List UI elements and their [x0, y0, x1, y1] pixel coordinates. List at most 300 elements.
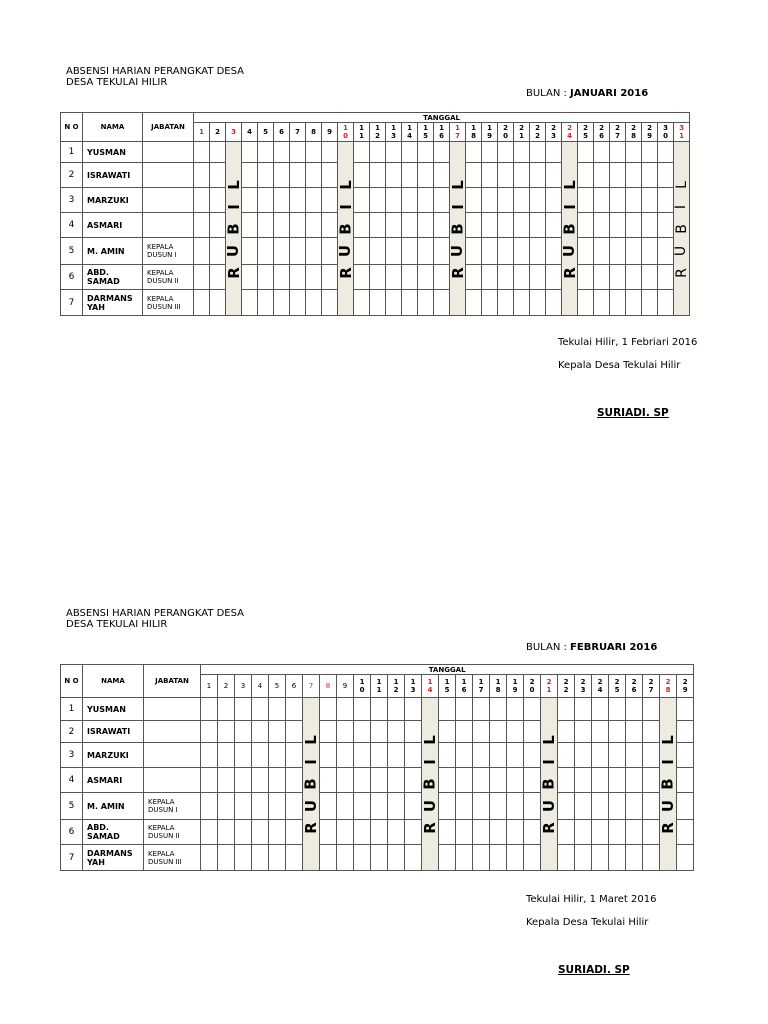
attendance-cell[interactable]	[269, 793, 286, 820]
attendance-cell[interactable]	[235, 743, 252, 768]
attendance-cell[interactable]	[218, 743, 235, 768]
attendance-cell[interactable]	[490, 721, 507, 743]
attendance-cell[interactable]	[218, 820, 235, 845]
attendance-cell[interactable]	[507, 721, 524, 743]
attendance-cell[interactable]	[610, 213, 626, 238]
attendance-cell[interactable]	[354, 793, 371, 820]
attendance-cell[interactable]	[626, 213, 642, 238]
attendance-cell[interactable]	[594, 213, 610, 238]
attendance-cell[interactable]	[530, 188, 546, 213]
attendance-cell[interactable]	[456, 793, 473, 820]
attendance-cell[interactable]	[252, 698, 269, 721]
attendance-cell[interactable]	[418, 265, 434, 290]
day-header-8: 8	[320, 675, 337, 698]
attendance-cell[interactable]	[558, 845, 575, 871]
attendance-cell[interactable]	[306, 188, 322, 213]
attendance-cell[interactable]	[626, 238, 642, 265]
attendance-cell[interactable]	[490, 793, 507, 820]
attendance-cell[interactable]	[439, 721, 456, 743]
attendance-cell[interactable]	[354, 290, 370, 316]
attendance-cell[interactable]	[610, 163, 626, 188]
attendance-cell[interactable]	[337, 820, 354, 845]
attendance-cell[interactable]	[575, 698, 592, 721]
attendance-cell[interactable]	[609, 743, 626, 768]
attendance-cell[interactable]	[354, 698, 371, 721]
attendance-cell[interactable]	[218, 768, 235, 793]
attendance-cell[interactable]	[252, 743, 269, 768]
attendance-cell[interactable]	[418, 213, 434, 238]
attendance-cell[interactable]	[558, 698, 575, 721]
attendance-cell[interactable]	[575, 793, 592, 820]
attendance-cell[interactable]	[194, 265, 210, 290]
attendance-cell[interactable]	[210, 290, 226, 316]
attendance-cell[interactable]	[594, 265, 610, 290]
attendance-cell[interactable]	[306, 213, 322, 238]
attendance-cell[interactable]	[592, 845, 609, 871]
attendance-cell[interactable]	[258, 163, 274, 188]
attendance-cell[interactable]	[626, 721, 643, 743]
attendance-cell[interactable]	[439, 743, 456, 768]
attendance-cell[interactable]	[320, 721, 337, 743]
attendance-cell[interactable]	[592, 743, 609, 768]
libur-letter: B	[224, 222, 243, 235]
attendance-cell[interactable]	[626, 163, 642, 188]
attendance-cell[interactable]	[290, 142, 306, 163]
attendance-cell[interactable]	[386, 142, 402, 163]
attendance-cell[interactable]	[490, 820, 507, 845]
attendance-cell[interactable]	[490, 698, 507, 721]
attendance-cell[interactable]	[418, 290, 434, 316]
attendance-cell[interactable]	[558, 768, 575, 793]
attendance-cell[interactable]	[514, 265, 530, 290]
attendance-cell[interactable]	[402, 265, 418, 290]
attendance-cell[interactable]	[337, 845, 354, 871]
attendance-cell[interactable]	[418, 238, 434, 265]
attendance-cell[interactable]	[456, 698, 473, 721]
attendance-cell[interactable]	[258, 213, 274, 238]
attendance-cell[interactable]	[626, 265, 642, 290]
attendance-cell[interactable]	[252, 820, 269, 845]
attendance-cell[interactable]	[235, 721, 252, 743]
attendance-cell[interactable]	[507, 820, 524, 845]
attendance-cell[interactable]	[658, 142, 674, 163]
attendance-cell[interactable]	[642, 213, 658, 238]
attendance-cell[interactable]	[286, 698, 303, 721]
attendance-cell[interactable]	[218, 698, 235, 721]
attendance-cell[interactable]	[258, 142, 274, 163]
attendance-cell[interactable]	[371, 721, 388, 743]
attendance-cell[interactable]	[320, 820, 337, 845]
attendance-cell[interactable]	[677, 698, 694, 721]
attendance-cell[interactable]	[482, 213, 498, 238]
attendance-cell[interactable]	[274, 265, 290, 290]
attendance-cell[interactable]	[370, 188, 386, 213]
day-header-11: 1 1	[371, 675, 388, 698]
attendance-cell[interactable]	[507, 793, 524, 820]
attendance-cell[interactable]	[194, 238, 210, 265]
day-header-7: 7	[290, 123, 306, 142]
attendance-cell[interactable]	[592, 793, 609, 820]
attendance-cell[interactable]	[643, 845, 660, 871]
attendance-cell[interactable]	[371, 793, 388, 820]
attendance-cell[interactable]	[252, 845, 269, 871]
attendance-cell[interactable]	[402, 188, 418, 213]
attendance-cell[interactable]	[507, 743, 524, 768]
attendance-cell[interactable]	[473, 743, 490, 768]
attendance-cell[interactable]	[388, 698, 405, 721]
attendance-cell[interactable]	[498, 238, 514, 265]
attendance-cell[interactable]	[269, 845, 286, 871]
attendance-cell[interactable]	[439, 768, 456, 793]
attendance-cell[interactable]	[575, 721, 592, 743]
row-no: 3	[61, 743, 83, 768]
attendance-cell[interactable]	[388, 845, 405, 871]
libur-letter: R	[659, 822, 677, 834]
attendance-cell[interactable]	[354, 845, 371, 871]
row-jabatan	[144, 743, 201, 768]
attendance-cell[interactable]	[498, 290, 514, 316]
attendance-cell[interactable]	[546, 290, 562, 316]
attendance-cell[interactable]	[546, 142, 562, 163]
attendance-cell[interactable]	[201, 793, 218, 820]
attendance-cell[interactable]	[530, 142, 546, 163]
attendance-cell[interactable]	[498, 213, 514, 238]
attendance-cell[interactable]	[456, 721, 473, 743]
attendance-cell[interactable]	[388, 820, 405, 845]
attendance-cell[interactable]	[626, 743, 643, 768]
attendance-cell[interactable]	[286, 845, 303, 871]
attendance-cell[interactable]	[592, 698, 609, 721]
attendance-cell[interactable]	[594, 290, 610, 316]
attendance-cell[interactable]	[290, 238, 306, 265]
attendance-cell[interactable]	[434, 290, 450, 316]
attendance-cell[interactable]	[482, 188, 498, 213]
attendance-cell[interactable]	[371, 820, 388, 845]
attendance-cell[interactable]	[386, 290, 402, 316]
attendance-cell[interactable]	[370, 238, 386, 265]
attendance-cell[interactable]	[405, 698, 422, 721]
attendance-cell[interactable]	[594, 188, 610, 213]
attendance-cell[interactable]	[642, 142, 658, 163]
attendance-cell[interactable]	[371, 743, 388, 768]
attendance-cell[interactable]	[642, 163, 658, 188]
attendance-cell[interactable]	[507, 698, 524, 721]
attendance-cell[interactable]	[235, 768, 252, 793]
attendance-cell[interactable]	[592, 820, 609, 845]
libur-letter: L	[659, 735, 677, 745]
attendance-cell[interactable]	[402, 238, 418, 265]
attendance-cell[interactable]	[575, 743, 592, 768]
attendance-cell[interactable]	[456, 743, 473, 768]
attendance-cell[interactable]	[258, 188, 274, 213]
attendance-cell[interactable]	[456, 845, 473, 871]
attendance-cell[interactable]	[269, 743, 286, 768]
attendance-cell[interactable]	[242, 290, 258, 316]
attendance-cell[interactable]	[322, 290, 338, 316]
attendance-cell[interactable]	[354, 142, 370, 163]
attendance-cell[interactable]	[306, 163, 322, 188]
attendance-cell[interactable]	[388, 793, 405, 820]
attendance-cell[interactable]	[626, 768, 643, 793]
attendance-cell[interactable]	[507, 768, 524, 793]
attendance-cell[interactable]	[490, 768, 507, 793]
attendance-cell[interactable]	[354, 768, 371, 793]
attendance-cell[interactable]	[418, 163, 434, 188]
attendance-cell[interactable]	[498, 265, 514, 290]
attendance-cell[interactable]	[201, 743, 218, 768]
attendance-cell[interactable]	[402, 213, 418, 238]
attendance-cell[interactable]	[194, 163, 210, 188]
attendance-cell[interactable]	[592, 721, 609, 743]
attendance-cell[interactable]	[274, 290, 290, 316]
attendance-cell[interactable]	[530, 213, 546, 238]
attendance-cell[interactable]	[530, 290, 546, 316]
attendance-cell[interactable]	[418, 188, 434, 213]
attendance-cell[interactable]	[592, 768, 609, 793]
attendance-cell[interactable]	[530, 163, 546, 188]
attendance-cell[interactable]	[482, 163, 498, 188]
attendance-cell[interactable]	[439, 845, 456, 871]
attendance-cell[interactable]	[371, 698, 388, 721]
attendance-cell[interactable]	[258, 265, 274, 290]
attendance-cell[interactable]	[473, 820, 490, 845]
attendance-cell[interactable]	[418, 142, 434, 163]
attendance-cell[interactable]	[405, 845, 422, 871]
attendance-cell[interactable]	[473, 721, 490, 743]
attendance-cell[interactable]	[642, 188, 658, 213]
attendance-cell[interactable]	[252, 768, 269, 793]
attendance-cell[interactable]	[194, 290, 210, 316]
attendance-cell[interactable]	[473, 768, 490, 793]
attendance-cell[interactable]	[677, 721, 694, 743]
attendance-cell[interactable]	[337, 768, 354, 793]
attendance-cell[interactable]	[473, 793, 490, 820]
attendance-cell[interactable]	[609, 845, 626, 871]
attendance-cell[interactable]	[337, 793, 354, 820]
attendance-cell[interactable]	[402, 290, 418, 316]
attendance-cell[interactable]	[609, 820, 626, 845]
attendance-cell[interactable]	[274, 163, 290, 188]
attendance-cell[interactable]	[498, 142, 514, 163]
attendance-cell[interactable]	[371, 845, 388, 871]
attendance-cell[interactable]	[371, 768, 388, 793]
libur-letter: R	[224, 266, 243, 279]
attendance-cell[interactable]	[677, 820, 694, 845]
attendance-cell[interactable]	[274, 213, 290, 238]
attendance-cell[interactable]	[201, 845, 218, 871]
attendance-cell[interactable]	[269, 820, 286, 845]
attendance-cell[interactable]	[643, 698, 660, 721]
attendance-cell[interactable]	[386, 265, 402, 290]
attendance-cell[interactable]	[269, 768, 286, 793]
attendance-cell[interactable]	[626, 188, 642, 213]
attendance-cell[interactable]	[610, 142, 626, 163]
attendance-cell[interactable]	[530, 265, 546, 290]
attendance-cell[interactable]	[677, 743, 694, 768]
attendance-cell[interactable]	[514, 238, 530, 265]
attendance-cell[interactable]	[610, 238, 626, 265]
attendance-cell[interactable]	[194, 142, 210, 163]
attendance-cell[interactable]	[530, 238, 546, 265]
attendance-cell[interactable]	[370, 213, 386, 238]
attendance-cell[interactable]	[252, 793, 269, 820]
day-header-29: 2 9	[677, 675, 694, 698]
attendance-cell[interactable]	[609, 768, 626, 793]
attendance-cell[interactable]	[490, 845, 507, 871]
attendance-cell[interactable]	[626, 845, 643, 871]
attendance-cell[interactable]	[269, 698, 286, 721]
attendance-cell[interactable]	[274, 142, 290, 163]
attendance-cell[interactable]	[626, 698, 643, 721]
attendance-cell[interactable]	[558, 743, 575, 768]
attendance-cell[interactable]	[402, 142, 418, 163]
attendance-cell[interactable]	[320, 845, 337, 871]
attendance-cell[interactable]	[575, 820, 592, 845]
attendance-cell[interactable]	[235, 698, 252, 721]
attendance-cell[interactable]	[194, 188, 210, 213]
attendance-cell[interactable]	[306, 290, 322, 316]
attendance-cell[interactable]	[524, 698, 541, 721]
attendance-cell[interactable]	[439, 820, 456, 845]
attendance-cell[interactable]	[498, 163, 514, 188]
attendance-cell[interactable]	[274, 238, 290, 265]
attendance-cell[interactable]	[274, 188, 290, 213]
attendance-cell[interactable]	[290, 163, 306, 188]
attendance-cell[interactable]	[258, 290, 274, 316]
attendance-cell[interactable]	[210, 142, 226, 163]
attendance-cell[interactable]	[201, 721, 218, 743]
attendance-cell[interactable]	[610, 290, 626, 316]
attendance-cell[interactable]	[370, 290, 386, 316]
attendance-cell[interactable]	[626, 820, 643, 845]
attendance-cell[interactable]	[514, 290, 530, 316]
attendance-cell[interactable]	[290, 265, 306, 290]
attendance-cell[interactable]	[466, 290, 482, 316]
attendance-cell[interactable]	[386, 163, 402, 188]
attendance-cell[interactable]	[201, 820, 218, 845]
attendance-cell[interactable]	[514, 142, 530, 163]
attendance-cell[interactable]	[626, 290, 642, 316]
row-jabatan	[143, 188, 194, 213]
attendance-cell[interactable]	[201, 698, 218, 721]
attendance-cell[interactable]	[354, 743, 371, 768]
attendance-cell[interactable]	[610, 265, 626, 290]
attendance-cell[interactable]	[252, 721, 269, 743]
attendance-cell[interactable]	[456, 768, 473, 793]
attendance-cell[interactable]	[498, 188, 514, 213]
attendance-cell[interactable]	[201, 768, 218, 793]
attendance-cell[interactable]	[434, 142, 450, 163]
attendance-cell[interactable]	[370, 163, 386, 188]
attendance-cell[interactable]	[388, 721, 405, 743]
attendance-cell[interactable]	[482, 238, 498, 265]
attendance-cell[interactable]	[320, 768, 337, 793]
attendance-cell[interactable]	[337, 721, 354, 743]
attendance-cell[interactable]	[642, 265, 658, 290]
attendance-cell[interactable]	[514, 188, 530, 213]
attendance-cell[interactable]	[609, 698, 626, 721]
attendance-cell[interactable]	[609, 721, 626, 743]
attendance-cell[interactable]	[322, 142, 338, 163]
attendance-cell[interactable]	[402, 163, 418, 188]
attendance-cell[interactable]	[677, 845, 694, 871]
attendance-cell[interactable]	[388, 768, 405, 793]
attendance-cell[interactable]	[235, 793, 252, 820]
attendance-cell[interactable]	[386, 188, 402, 213]
attendance-cell[interactable]	[439, 698, 456, 721]
attendance-cell[interactable]	[482, 142, 498, 163]
attendance-cell[interactable]	[320, 698, 337, 721]
attendance-cell[interactable]	[466, 142, 482, 163]
attendance-cell[interactable]	[558, 721, 575, 743]
attendance-cell[interactable]	[482, 290, 498, 316]
attendance-cell[interactable]	[575, 768, 592, 793]
attendance-cell[interactable]	[594, 238, 610, 265]
attendance-cell[interactable]	[642, 238, 658, 265]
attendance-cell[interactable]	[306, 265, 322, 290]
attendance-cell[interactable]	[578, 290, 594, 316]
attendance-cell[interactable]	[290, 213, 306, 238]
attendance-cell[interactable]	[337, 743, 354, 768]
attendance-cell[interactable]	[386, 213, 402, 238]
attendance-cell[interactable]	[677, 768, 694, 793]
attendance-cell[interactable]	[320, 743, 337, 768]
attendance-cell[interactable]	[473, 698, 490, 721]
attendance-cell[interactable]	[482, 265, 498, 290]
attendance-cell[interactable]	[456, 820, 473, 845]
attendance-cell[interactable]	[575, 845, 592, 871]
attendance-cell[interactable]	[626, 793, 643, 820]
attendance-cell[interactable]	[337, 698, 354, 721]
attendance-cell[interactable]	[370, 265, 386, 290]
sheet2-attendance-table	[60, 664, 694, 871]
attendance-cell[interactable]	[235, 845, 252, 871]
attendance-cell[interactable]	[594, 163, 610, 188]
attendance-cell[interactable]	[269, 721, 286, 743]
attendance-cell[interactable]	[218, 845, 235, 871]
attendance-cell[interactable]	[514, 163, 530, 188]
attendance-cell[interactable]	[218, 793, 235, 820]
attendance-cell[interactable]	[354, 721, 371, 743]
attendance-cell[interactable]	[258, 238, 274, 265]
attendance-cell[interactable]	[242, 142, 258, 163]
attendance-cell[interactable]	[578, 142, 594, 163]
attendance-cell[interactable]	[558, 820, 575, 845]
attendance-cell[interactable]	[290, 290, 306, 316]
attendance-cell[interactable]	[658, 290, 674, 316]
attendance-cell[interactable]	[306, 238, 322, 265]
attendance-cell[interactable]	[388, 743, 405, 768]
attendance-cell[interactable]	[218, 721, 235, 743]
attendance-cell[interactable]	[626, 142, 642, 163]
attendance-cell[interactable]	[594, 142, 610, 163]
attendance-cell[interactable]	[609, 793, 626, 820]
attendance-cell[interactable]	[290, 188, 306, 213]
attendance-cell[interactable]	[306, 142, 322, 163]
attendance-cell[interactable]	[386, 238, 402, 265]
attendance-cell[interactable]	[473, 845, 490, 871]
attendance-cell[interactable]	[610, 188, 626, 213]
attendance-cell[interactable]	[524, 845, 541, 871]
attendance-cell[interactable]	[370, 142, 386, 163]
attendance-cell[interactable]	[235, 820, 252, 845]
attendance-cell[interactable]	[507, 845, 524, 871]
attendance-cell[interactable]	[642, 290, 658, 316]
attendance-cell[interactable]	[514, 213, 530, 238]
attendance-cell[interactable]	[354, 820, 371, 845]
attendance-cell[interactable]	[194, 213, 210, 238]
attendance-cell[interactable]	[490, 743, 507, 768]
